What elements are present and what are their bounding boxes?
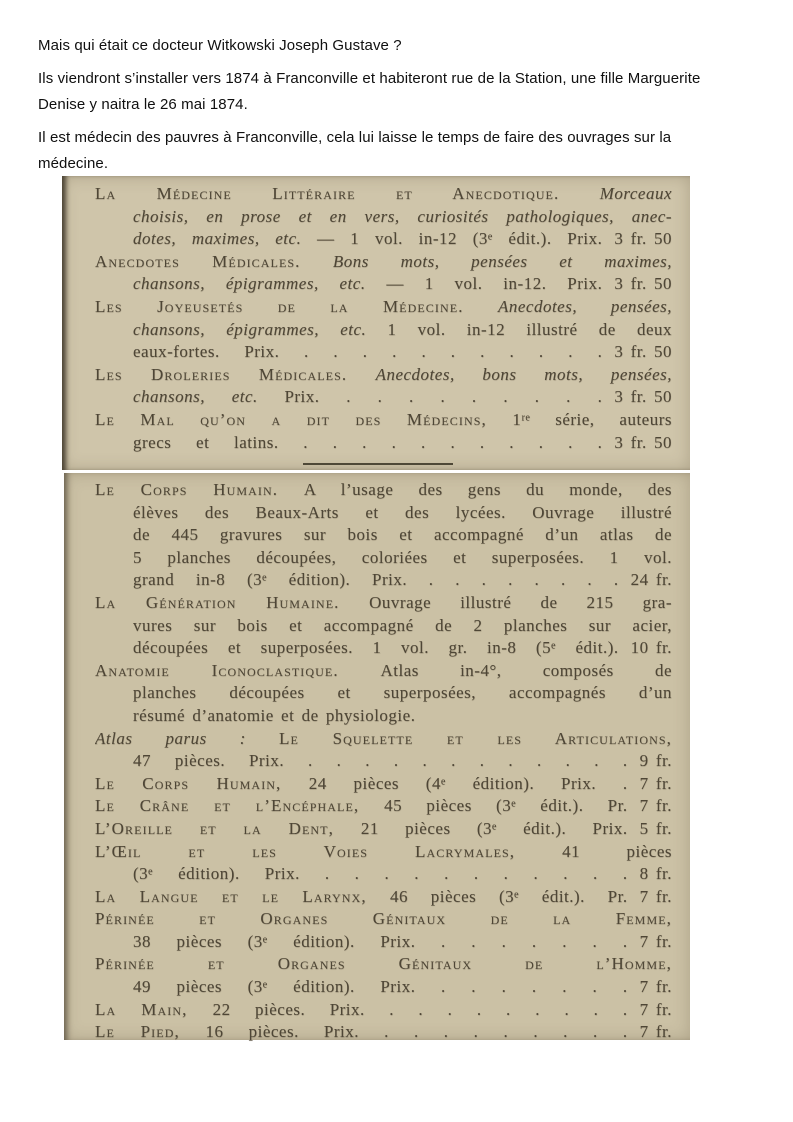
catalog-text-segment: 22 pièces. Prix. . . . . . . . . .	[212, 999, 628, 1019]
catalog-text-segment: Périnée et Organes Génitaux de la Femme,	[95, 909, 672, 929]
intro-line: Il est médecin des pauvres à Franconville, cela lui laisse le temps de faire des ouvrages sur la	[38, 129, 672, 146]
catalog-text-segment: — 1 vol. in-12 (3ᵉ édit.). Prix.	[301, 229, 603, 249]
catalog-text-segment: de 445 gravures sur bois et accompagné d’un atlas de	[133, 525, 672, 545]
catalog-text-segment: Périnée et Organes Génitaux de l’Homme,	[95, 954, 672, 974]
catalog-line-text	[95, 705, 672, 728]
price-value: 3 fr. 50	[614, 229, 672, 249]
catalog-line-text	[95, 296, 672, 319]
catalog-line-text	[95, 908, 672, 931]
price-value: 3 fr. 50	[614, 432, 672, 452]
catalog-line-text	[95, 750, 628, 773]
intro-line: Denise y naitra le 26 mai 1874.	[38, 96, 248, 113]
price-value: 7 fr.	[639, 796, 672, 816]
catalog-line	[95, 615, 672, 638]
catalog-line	[95, 750, 672, 773]
catalog-text-segment: Prix. . . . . . . . . .	[257, 387, 603, 407]
catalog-line-text	[95, 931, 628, 954]
catalog-text-segment: planches découpées et superposées, accompagnés d’un	[133, 683, 672, 703]
section-divider-rule	[303, 463, 453, 465]
catalog-text-segment: vures sur bois et accompagné de 2 planches sur acier,	[133, 615, 672, 635]
catalog-text-segment: La Main,	[95, 999, 213, 1019]
catalog-line	[95, 841, 672, 864]
catalog-text-segment: 49 pièces (3ᵉ édition). Prix. . . . . . . .	[133, 977, 628, 997]
catalog-text-segment: eaux-fortes. Prix. . . . . . . . . . . .	[133, 342, 603, 362]
price-value: 7 fr.	[639, 977, 672, 997]
catalog-line	[95, 409, 672, 432]
catalog-line-text	[95, 273, 602, 296]
intro-text-block	[38, 33, 762, 184]
catalog-text-segment: Le Mal qu’on a dit des Médecins,	[95, 409, 513, 429]
catalog-text-segment: 21 pièces (3ᵉ édit.). Prix.	[360, 818, 628, 838]
intro-line: médecine.	[38, 155, 109, 172]
catalog-text-segment: chansons, épigrammes, etc.	[133, 319, 367, 339]
catalog-line-text	[95, 976, 628, 999]
catalog-text-segment: élèves des Beaux-Arts et des lycées. Ouvrage illustré	[133, 502, 672, 522]
catalog-line-text	[95, 863, 628, 886]
catalog-text-segment: 1 vol. in-12 illustré de deux	[366, 319, 672, 339]
catalog-line	[95, 228, 672, 251]
price-value: 10 fr.	[630, 638, 672, 658]
catalog-text-segment: 16 pièces. Prix. . . . . . . . . .	[205, 1022, 628, 1042]
price-value: 9 fr.	[639, 751, 672, 771]
catalog-text-segment: chansons, etc.	[133, 387, 258, 407]
intro-paragraph	[38, 33, 762, 59]
catalog-line	[95, 319, 672, 342]
catalog-line	[95, 432, 672, 455]
catalog-line	[95, 341, 672, 364]
price-value: 7 fr.	[639, 999, 672, 1019]
catalog-line	[95, 502, 672, 525]
catalog-text-segment: Morceaux	[599, 184, 672, 203]
price-value: 3 fr. 50	[614, 387, 672, 407]
catalog-line-text	[95, 569, 619, 592]
catalog-text-segment: découpées et superposées. 1 vol. gr. in-8 (5ᵉ édit.).	[133, 638, 619, 658]
catalog-line	[95, 728, 672, 751]
catalog-line	[95, 976, 672, 999]
catalog-line-text	[95, 524, 672, 547]
catalog-line-text	[95, 615, 672, 638]
catalog-text-segment: Anatomie Iconoclastique.	[95, 660, 381, 680]
catalog-text-segment: Anecdotes, bons mots, pensées,	[375, 364, 672, 384]
catalog-line	[95, 364, 672, 387]
catalog-line-text	[95, 818, 628, 841]
catalog-text-segment: L’Œil et les Voies Lacrymales,	[95, 841, 563, 861]
catalog-line	[95, 547, 672, 570]
catalog-line-text	[95, 682, 672, 705]
catalog-line	[95, 908, 672, 931]
catalog-text-segment: Le Corps Humain.	[95, 480, 304, 499]
catalog-text-segment: résumé d’anatomie et de physiologie.	[133, 705, 416, 725]
catalog-line	[95, 705, 672, 728]
catalog-text-segment: 5 planches découpées, coloriées et superposées. 1 vol.	[133, 547, 672, 567]
catalog-text-segment: Anecdotes Médicales.	[95, 251, 333, 271]
price-value: 7 fr.	[639, 773, 672, 793]
catalog-line-text	[95, 841, 672, 864]
catalog-line-text	[95, 773, 628, 796]
catalog-text-segment: grecs et latins. . . . . . . . . . . .	[133, 432, 603, 452]
catalog-line	[95, 886, 672, 909]
catalog-line	[95, 251, 672, 274]
scanned-catalog-image-1	[62, 176, 690, 470]
catalog-text-segment: 46 pièces (3ᵉ édit.). Pr.	[390, 886, 628, 906]
catalog-text-segment: Les Droleries Médicales.	[95, 364, 376, 384]
catalog-text-segment: dotes, maximes, etc.	[133, 229, 302, 249]
catalog-line-text	[95, 341, 602, 364]
catalog-text-segment: Les Joyeusetés de la Médecine.	[95, 296, 498, 316]
catalog-line-text	[95, 432, 602, 455]
catalog-line	[95, 296, 672, 319]
catalog-line	[95, 183, 672, 206]
catalog-text-segment: Ouvrage illustré de 215 gra-	[369, 592, 672, 612]
intro-line: Mais qui était ce docteur Witkowski Joseph Gustave ?	[38, 37, 402, 54]
catalog-text-segment: Anecdotes, pensées,	[497, 296, 672, 316]
catalog-line-text	[95, 502, 672, 525]
catalog-text-segment: Bons mots, pensées et maximes,	[332, 251, 672, 271]
catalog-line	[95, 773, 672, 796]
catalog-line-text	[95, 547, 672, 570]
catalog-line	[95, 931, 672, 954]
catalog-text-segment: 24 pièces (4ᵉ édition). Prix. .	[308, 773, 628, 793]
catalog-text-segment: Le Squelette et les Articulations,	[279, 728, 672, 748]
price-value: 24 fr.	[630, 570, 672, 590]
catalog-line	[95, 524, 672, 547]
catalog-line-text	[95, 206, 672, 229]
catalog-text-segment: L’Oreille et la Dent,	[95, 818, 361, 838]
catalog-text-segment: choisis, en prose et en vers, curiosités pathologiques, anec-	[133, 206, 672, 226]
catalog-text-segment: A l’usage des gens du monde, des	[303, 480, 672, 499]
catalog-line-text	[95, 228, 602, 251]
catalog-text-segment: La Génération Humaine.	[95, 592, 370, 612]
catalog-line	[95, 863, 672, 886]
catalog-line-text	[95, 183, 672, 206]
catalog-line	[95, 660, 672, 683]
catalog-line-text	[95, 386, 602, 409]
catalog-text-segment: 1ʳᵉ série, auteurs	[512, 409, 672, 429]
price-value: 7 fr.	[639, 1022, 672, 1042]
catalog-text-segment: 38 pièces (3ᵉ édition). Prix. . . . . . . .	[133, 931, 628, 951]
catalog-line-text	[95, 660, 672, 683]
price-value: 3 fr. 50	[614, 274, 672, 294]
catalog-line-text	[95, 319, 672, 342]
price-value: 7 fr.	[639, 886, 672, 906]
catalog-text-segment: Atlas parus :	[95, 728, 280, 748]
catalog-line	[95, 682, 672, 705]
catalog-text-segment: 45 pièces (3ᵉ édit.). Pr.	[384, 796, 628, 816]
catalog-line-text	[95, 251, 672, 274]
catalog-text-segment: chansons, épigrammes, etc.	[133, 274, 366, 294]
catalog-text-segment: 47 pièces. Prix. . . . . . . . . . . . .	[133, 751, 628, 771]
scanned-catalog-image-2	[64, 473, 690, 1040]
catalog-line	[95, 592, 672, 615]
catalog-line-text	[95, 886, 628, 909]
catalog-text-segment: grand in-8 (3ᵉ édition). Prix. . . . . . . . .	[133, 570, 619, 590]
catalog-line	[95, 637, 672, 660]
catalog-line-text	[95, 728, 672, 751]
catalog-line	[95, 273, 672, 296]
catalog-line	[95, 818, 672, 841]
catalog-line-text	[95, 999, 628, 1022]
price-value: 3 fr. 50	[614, 342, 672, 362]
catalog-text-segment: Le Crâne et l’Encéphale,	[95, 796, 385, 816]
catalog-line	[95, 999, 672, 1022]
catalog-text-segment: 41 pièces	[562, 841, 672, 861]
catalog-line	[95, 1021, 672, 1044]
price-value: 5 fr.	[639, 818, 672, 838]
intro-paragraph	[38, 66, 762, 118]
price-value: 7 fr.	[639, 931, 672, 951]
catalog-line-text	[95, 1021, 628, 1044]
catalog-line	[95, 386, 672, 409]
catalog-line-text	[95, 409, 672, 432]
catalog-line-text	[95, 479, 672, 502]
catalog-text-segment: La Médecine Littéraire et Anecdotique.	[95, 184, 600, 203]
intro-line: Ils viendront s’installer vers 1874 à Franconville et habiteront rue de la Station, une fille Marguerite	[38, 70, 701, 87]
catalog-text-segment: Atlas in-4°, composés de	[380, 660, 672, 680]
catalog-line-text	[95, 364, 672, 387]
catalog-text-segment: La Langue et le Larynx,	[95, 886, 391, 906]
catalog-line	[95, 795, 672, 818]
catalog-line	[95, 206, 672, 229]
catalog-line-text	[95, 953, 672, 976]
intro-paragraph	[38, 125, 762, 177]
catalog-text-segment: — 1 vol. in-12. Prix.	[365, 274, 603, 294]
catalog-text-segment: Le Pied,	[95, 1022, 206, 1042]
catalog-line-text	[95, 795, 628, 818]
catalog-line	[95, 953, 672, 976]
catalog-text-segment: Le Corps Humain,	[95, 773, 309, 793]
catalog-line	[95, 479, 672, 502]
catalog-line	[95, 569, 672, 592]
catalog-text-segment: (3ᵉ édition). Prix. . . . . . . . . . . .	[133, 864, 628, 884]
catalog-line-text	[95, 592, 672, 615]
catalog-line-text	[95, 637, 619, 660]
price-value: 8 fr.	[639, 864, 672, 884]
